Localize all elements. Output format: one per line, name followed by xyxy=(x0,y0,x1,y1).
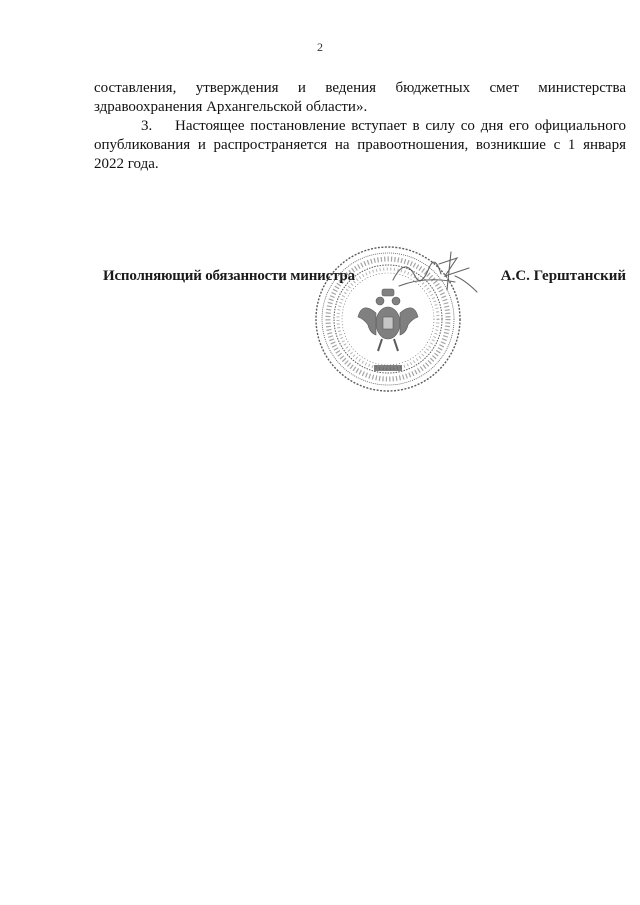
page-number: 2 xyxy=(317,40,323,54)
paragraph-3 xyxy=(94,117,626,174)
signature-block xyxy=(103,268,626,292)
paragraph-3-text: Настоящее постановление вступает в силу со дня его официального опубликования и распространяется на правоотношения, возникшие с 1 января 2022 года. xyxy=(94,118,626,172)
paragraph-continuation: составления, утверждения и ведения бюджетных смет министерства здравоохранения Архангельской области». xyxy=(94,80,626,115)
signer-name: А.С. Герштанский xyxy=(500,268,626,284)
signer-position: Исполняющий обязанности министра xyxy=(103,268,355,284)
paragraph-number: 3. xyxy=(141,118,153,134)
